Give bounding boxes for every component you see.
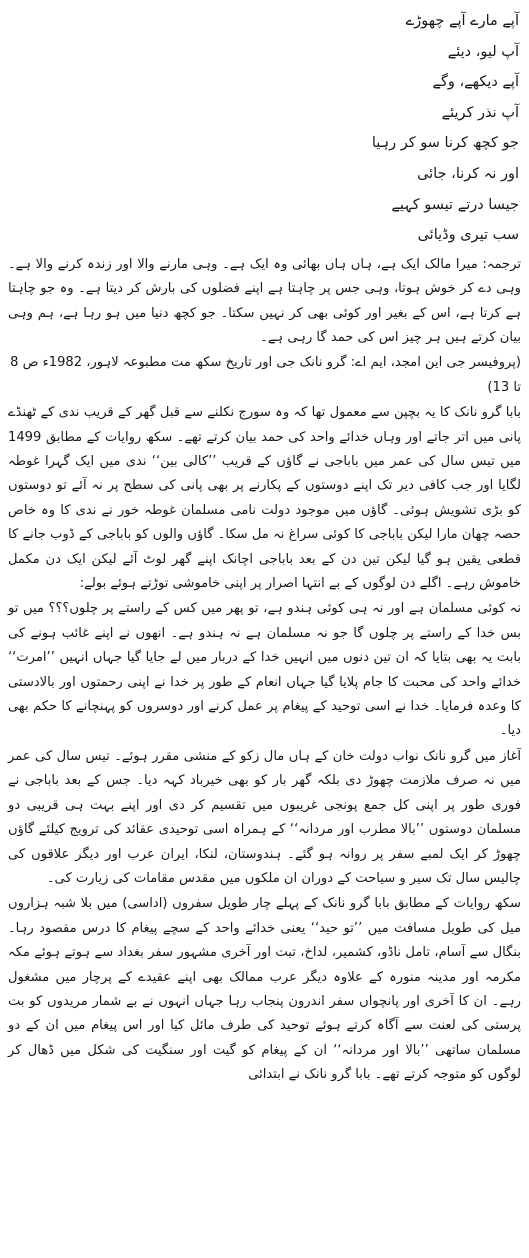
body-paragraph: آغاز میں گرو نانک نواب دولت خان کے ہاں مال زکو کے منشی مقرر ہوئے۔ تیس سال کی عمر میں نہ صرف ملازمت چھوڑ دی بلکہ گھر بار کو بھی خیرباد کہہ دیا۔ جس کے بعد باباجی نے فوری طور پر اپنی کل جمع پونجی غریبوں میں تقسیم کر دی اور اپنے بہت ہی قریبی دو مسلمان دوستوں ’’بالا مطرب اور مردانہ‘‘ کے ہمراہ اسی توحیدی عقائد کی ترویج کیلئے گاؤں چھوڑ کر ایک لمبے سفر پر روانہ ہو گئے۔ ہندوستان، لنکا، ایران عرب اور دیگر علاقوں کی چالیس سال تک سیر و سیاحت کے دوران ان ملکوں میں مقدس مقامات کی زیارت کی۔ bbox=[8, 748, 521, 886]
body-paragraph: نہ کوئی مسلمان ہے اور نہ ہی کوئی ہندو ہے، تو پھر میں کس کے راستے پر چلوں؟؟؟ میں تو بس خدا کے راستے پر چلوں گا جو نہ مسلمان ہے نہ ہندو ہے۔ انھوں نے اپنے غائب ہونے کی بابت یہ بھی بتایا کہ ان تین دنوں میں انہیں خدا کے دربار میں لے جایا گیا جہاں انہیں ’’امرت‘‘ خدائے واحد کی محبت کا جام پلایا گیا جہاں انعام کے طور پر خدا نے اپنی رحمتوں اور بالادستی کا وعدہ فرمایا۔ خدا نے اسی توحید کے پیغام پر عمل کرنے اور دوسروں کو پہنچانے کا حکم بھی دیا۔ bbox=[8, 601, 521, 739]
verse-line: آپ نذر کریئے bbox=[441, 104, 519, 121]
translation-paragraph: ترجمہ: میرا مالک ایک ہے، ہاں ہاں بھائی وہ ایک ہے۔ وہی مارنے والا اور زندہ کرنے والا ہے۔ وہی دے کر خوش ہوتا، وہی جس پر چاہتا ہے اپنے فضلوں کی بارش کر دیتا ہے۔ وہ جو چاہتا ہے کرتا ہے، اس کے بغیر اور کوئی بھی کر نہیں سکتا۔ جو کچھ دنیا میں ہو رہا ہے، ہم وہی بیان کرتے ہیں ہر چیز اس کی حمد گا رہی ہے۔ bbox=[8, 256, 521, 345]
body-paragraph: سکھ روایات کے مطابق بابا گرو نانک کے پہلے چار طویل سفروں (اداسی) میں بلا شبہ ہزاروں میل کی طویل مسافت میں ’’تو حید‘‘ یعنی خدائے واحد کے سچے پیغام کا درس مقصود رہا۔ بنگال سے آسام، تامل ناڈو، کشمیر، لداخ، تبت اور آخری مشہور سفر بغداد سے ہوتے ہوئے مکہ مکرمہ اور مدینہ منورہ کے علاوہ دیگر عرب ممالک بھی اپنے عقیدے کے پرچار میں مشغول رہے۔ ان کا آخری اور پانچواں سفر اندرون پنجاب رہا جہاں انہوں نے بے شمار مریدوں کو بت پرستی کی لعنت سے آگاہ کرتے ہوئے توحید کی طرف مائل کیا اور اس پیغام میں ان کے دو مسلمان ساتھی ’’بالا اور مردانہ‘‘ ان کے پیغام کو گیت اور سنگیت کی شکل میں ڈھال کر لوگوں کو متوجہ کرتے تھے۔ بابا گرو نانک نے ابتدائی bbox=[8, 896, 521, 1083]
verse-line: جو کچھ کرنا سو کر رہیا bbox=[371, 135, 519, 152]
citation: (پروفیسر جی این امجد، ایم اے: گرو نانک جی اور تاریخ سکھ مت مطبوعہ لاہور، 1982ء ص 8 تا 13) bbox=[10, 355, 521, 395]
verse-line: آپے دیکھے، وگے bbox=[432, 74, 519, 91]
verse-block bbox=[8, 0, 521, 251]
body-paragraph: بابا گرو نانک کا یہ بچپن سے معمول تھا کہ وہ سورج نکلنے سے قبل گھر کے قریب ندی کے ٹھنڈے پانی میں اتر جاتے اور وہاں خدائے واحد کی حمد بیان کرتے تھے۔ سکھ روایات کے مطابق 1499 میں تیس سال کی عمر میں باباجی نے گاؤں کے قریب ’’کالی بین‘‘ ندی میں ایک گہرا غوطہ لگایا اور جب کافی دیر تک اپنے دوستوں کے پکارنے پر بھی پانی کی سطح پر نہ آئے تو دوستوں کو بڑی تشویش ہوئی۔ گاؤں میں موجود دولت نامی مسلمان غوطہ خور نے ندی کا وہ خاص حصہ چھان مارا لیکن باباجی کا کوئی سراغ نہ مل سکا۔ گاؤں والوں کو باباجی کے ڈوب جانے کا قطعی یقین ہو گیا لیکن تین دن کے بعد باباجی اچانک اپنے گھر لوٹ آئے لیکن ایک دن مکمل خاموش رہے۔ اگلے دن لوگوں کے بے انتہا اصرار پر اپنی خاموشی توڑتے ہوئے بولے: bbox=[8, 405, 521, 592]
verse-line: جیسا درتے تیسو کہیے bbox=[391, 196, 519, 213]
verse-line: اور نہ کرنا، جائی bbox=[417, 165, 519, 182]
verse-line: سب تیری وڈیائی bbox=[417, 227, 519, 244]
verse-line: آپ لیو، دیئے bbox=[447, 43, 519, 60]
prose-block bbox=[8, 253, 521, 1088]
verse-line: آپے مارے آپے چھوڑے bbox=[405, 13, 519, 29]
